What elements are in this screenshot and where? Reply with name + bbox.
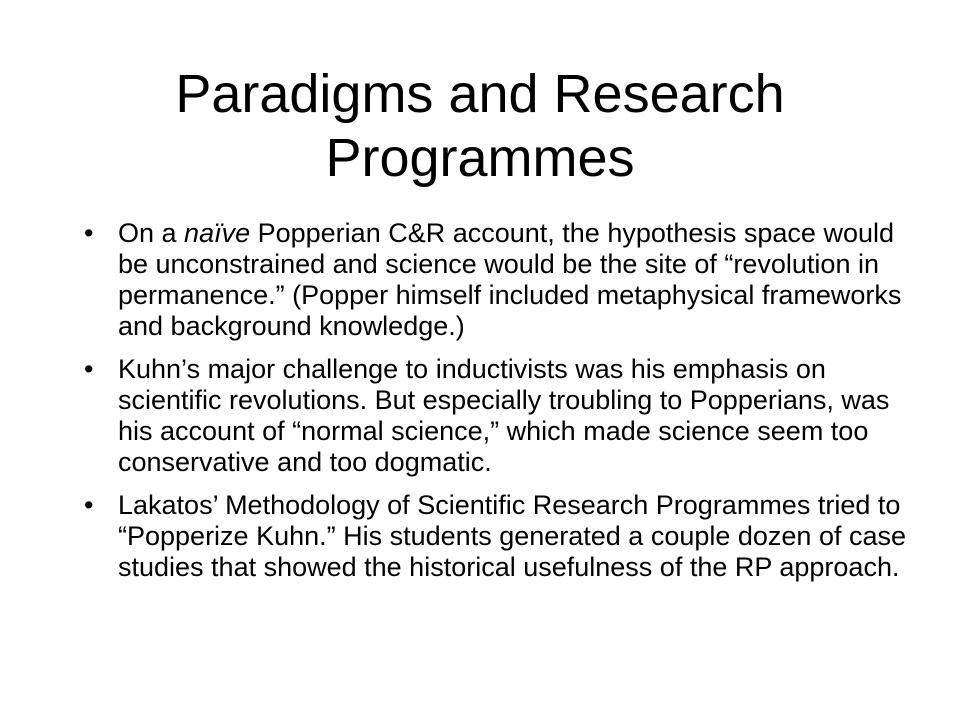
bullet-item — [72, 490, 912, 583]
bullet-text-segment: Lakatos’ Methodology of Scientific Research Programmes tried to “Popperize Kuhn.” His students generated a couple dozen of case studies that showed the historical usefulness of the RP approach. — [118, 490, 906, 582]
bullet-text-emphasis: naïve — [184, 218, 251, 248]
bullet-text-segment: On a — [118, 218, 185, 248]
bullet-marker: • — [84, 218, 94, 248]
bullet-text-segment: Kuhn’s major challenge to inductivists was his emphasis on scientific revolutions. But especially troubling to Popperians, was his account of “normal science,” which made science seem too conservative and too dogmatic. — [118, 354, 890, 477]
bullet-item — [72, 354, 912, 478]
bullet-marker: • — [84, 354, 94, 384]
bullet-list — [72, 218, 912, 595]
bullet-text-segment: Popperian C&R account, the hypothesis space would be unconstrained and science would be the site of “revolution in permanence.” (Popper himself included metaphysical frameworks and background knowledge.) — [118, 218, 902, 341]
bullet-item — [72, 218, 912, 342]
slide-title: Paradigms and Research Programmes — [175, 64, 785, 188]
bullet-marker: • — [84, 490, 94, 520]
